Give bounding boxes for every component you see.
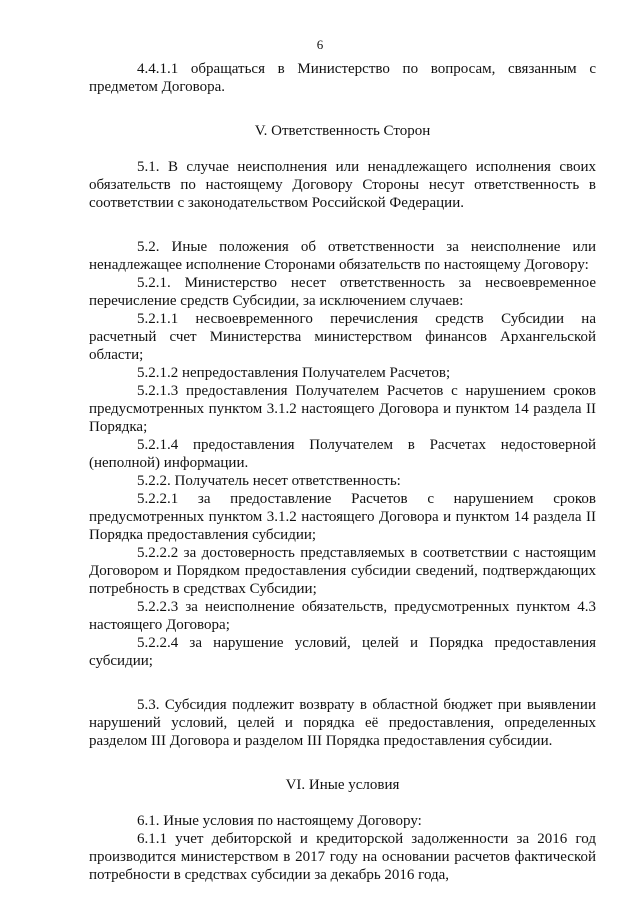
- paragraph-5-2-2: 5.2.2. Получатель несет ответственность:: [137, 473, 401, 489]
- paragraph-4-4-1-1: 4.4.1.1 обращаться в Министерство по вопросам, связанным с предметом Договора.: [89, 61, 596, 95]
- paragraph-6-1: 6.1. Иные условия по настоящему Договору:: [137, 813, 422, 829]
- paragraph-5-2-2-1: 5.2.2.1 за предоставление Расчетов с нарушением сроков предусмотренных пунктом 3.1.2 настоящего Договора и пунктом 14 раздела II Порядка предоставления субсидии;: [89, 491, 596, 543]
- section-heading-vi: VI. Иные условия: [285, 777, 400, 793]
- section-heading-v: V. Ответственность Сторон: [254, 123, 431, 139]
- paragraph-5-2-1-3: 5.2.1.3 предоставления Получателем Расчетов с нарушением сроков предусмотренных пунктом 3.1.2 настоящего Договора и пунктом 14 раздела II Порядка;: [89, 383, 596, 435]
- paragraph-5-2-1: 5.2.1. Министерство несет ответственность за несвоевременное перечисление средств Субсидии, за исключением случаев:: [89, 275, 596, 309]
- paragraph-5-2-2-2: 5.2.2.2 за достоверность представляемых в соответствии с настоящим Договором и Порядком предоставления субсидии сведений, подтверждающих потребность в средствах Субсидии;: [89, 545, 596, 597]
- paragraph-5-3: 5.3. Субсидия подлежит возврату в областной бюджет при выявлении нарушений условий, целей и порядка её предоставления, определенных разделом III Договора и разделом III Порядка предоставления субсидии.: [89, 697, 596, 749]
- paragraph-5-2-2-4: 5.2.2.4 за нарушение условий, целей и Порядка предоставления субсидии;: [89, 635, 596, 669]
- paragraph-5-2-1-1: 5.2.1.1 несвоевременного перечисления средств Субсидии на расчетный счет Министерства министерством финансов Архангельской области;: [89, 311, 596, 363]
- paragraph-5-1: 5.1. В случае неисполнения или ненадлежащего исполнения своих обязательств по настоящему Договору Стороны несут ответственность в соответствии с законодательством Российской Федерации.: [89, 159, 596, 211]
- paragraph-5-2-2-3: 5.2.2.3 за неисполнение обязательств, предусмотренных пунктом 4.3 настоящего Договора;: [89, 599, 596, 633]
- page-number: 6: [316, 37, 324, 52]
- paragraph-5-2-1-4: 5.2.1.4 предоставления Получателем в Расчетах недостоверной (неполной) информации.: [89, 437, 596, 471]
- paragraph-5-2: 5.2. Иные положения об ответственности за неисполнение или ненадлежащее исполнение Сторонами обязательств по настоящему Договору:: [89, 239, 596, 273]
- paragraph-5-2-1-2: 5.2.1.2 непредоставления Получателем Расчетов;: [137, 365, 451, 381]
- document-body: [89, 60, 596, 884]
- paragraph-6-1-1: 6.1.1 учет дебиторской и кредиторской задолженности за 2016 год производится министерством в 2017 году на основании расчетов фактической потребности в средствах субсидии за декабрь 2016 года,: [89, 831, 596, 883]
